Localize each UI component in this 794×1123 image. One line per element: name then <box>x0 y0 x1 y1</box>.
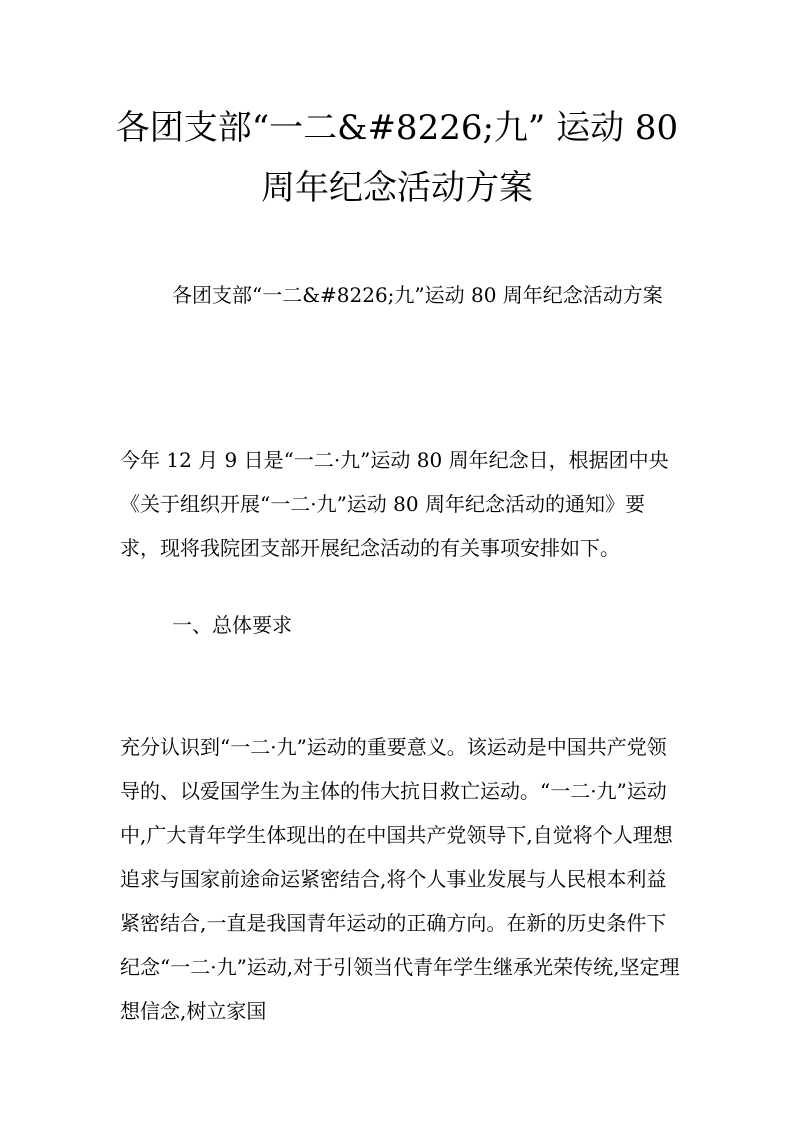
document-title-line2: 周年纪念活动方案 <box>261 168 533 208</box>
section-heading: 一、总体要求 <box>172 613 292 637</box>
section-paragraph: 充分认识到“一二·九”运动的重要意义。该运动是中国共产党领导的、以爱国学生为主体的伟大抗日救亡运动。“一二·九”运动中,广大青年学生体现出的在中国共产党领导下,自觉将个人理想追求与国家前途命运紧密结合,将个人事业发展与人民根本利益紧密结合,一直是我国青年运动的正确方向。在新的历史条件下纪念“一二·九”运动,对于引领当代青年学生继承光荣传统,坚定理想信念,树立家国 <box>120 735 680 1023</box>
intro-paragraph: 今年 12 月 9 日是“一二·九”运动 80 周年纪念日，根据团中央《关于组织开展“一二·九”运动 80 周年纪念活动的通知》要求，现将我院团支部开展纪念活动的有关事项安排如下。 <box>120 448 669 560</box>
document-subtitle: 各团支部“一二&#8226;九”运动 80 周年纪念活动方案 <box>172 283 663 307</box>
document-title-line1: 各团支部“一二&#8226;九” 运动 80 <box>115 108 679 148</box>
